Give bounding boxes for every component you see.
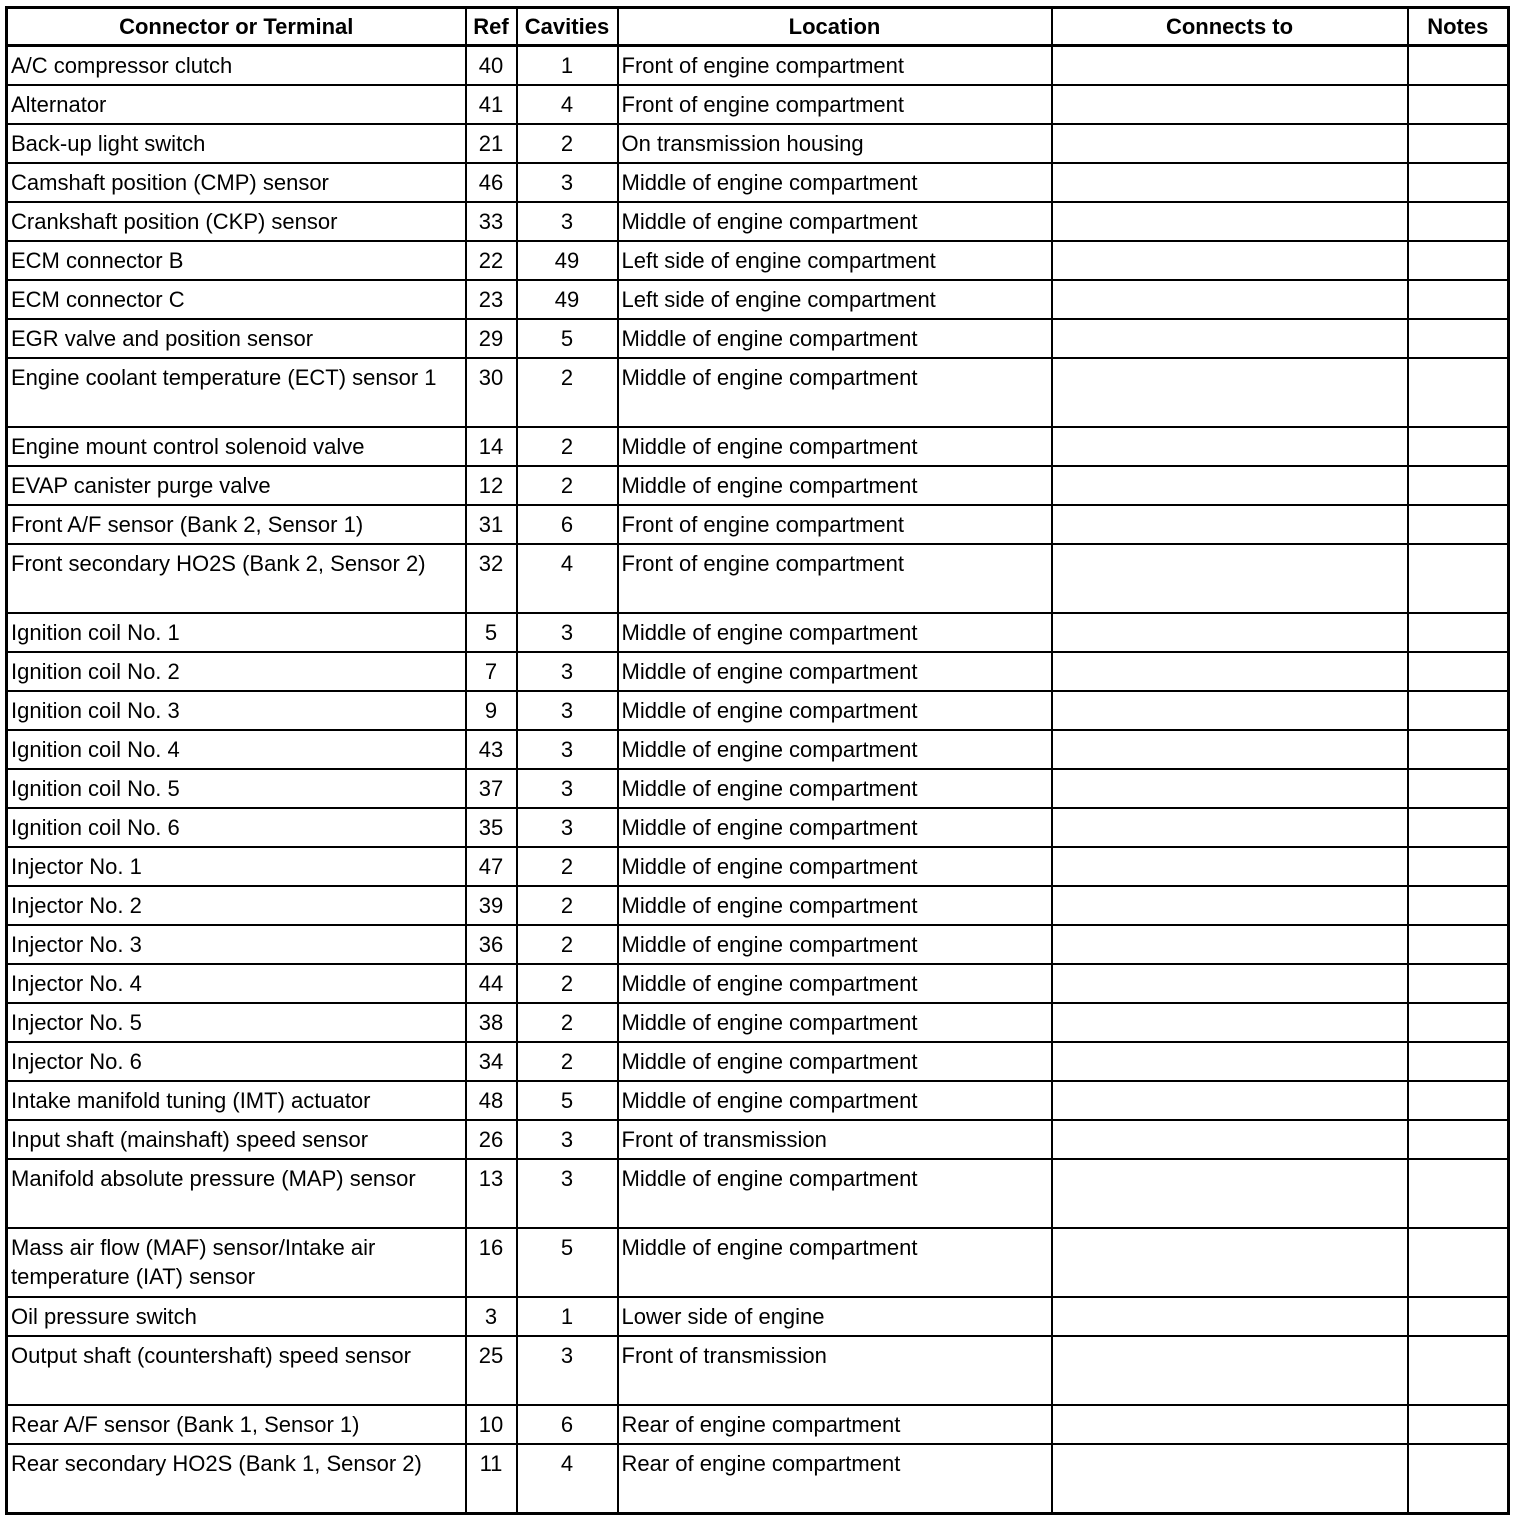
table-body xyxy=(7,46,1509,1514)
cell-notes xyxy=(1408,769,1509,808)
cell-location: Middle of engine compartment xyxy=(618,1228,1052,1297)
header-connector: Connector or Terminal xyxy=(7,8,466,46)
cell-notes xyxy=(1408,46,1509,86)
cell-notes xyxy=(1408,427,1509,466)
cell-notes xyxy=(1408,1405,1509,1444)
cell-cavities: 49 xyxy=(517,280,618,319)
cell-location: Middle of engine compartment xyxy=(618,427,1052,466)
cell-notes xyxy=(1408,1081,1509,1120)
cell-cavities: 4 xyxy=(517,544,618,613)
cell-connector: Input shaft (mainshaft) speed sensor xyxy=(7,1120,466,1159)
cell-location: Front of engine compartment xyxy=(618,46,1052,86)
cell-notes xyxy=(1408,808,1509,847)
cell-notes xyxy=(1408,85,1509,124)
cell-connects-to xyxy=(1052,1405,1408,1444)
cell-cavities: 2 xyxy=(517,1042,618,1081)
table-row xyxy=(7,1444,1509,1514)
cell-notes xyxy=(1408,652,1509,691)
table-row xyxy=(7,1003,1509,1042)
cell-connects-to xyxy=(1052,46,1408,86)
cell-location: Middle of engine compartment xyxy=(618,1081,1052,1120)
cell-connects-to xyxy=(1052,124,1408,163)
cell-location: Front of transmission xyxy=(618,1120,1052,1159)
cell-notes xyxy=(1408,319,1509,358)
cell-connector: ECM connector C xyxy=(7,280,466,319)
table-row xyxy=(7,427,1509,466)
cell-connects-to xyxy=(1052,1159,1408,1228)
cell-connects-to xyxy=(1052,886,1408,925)
cell-notes xyxy=(1408,358,1509,427)
cell-connector: Front secondary HO2S (Bank 2, Sensor 2) xyxy=(7,544,466,613)
cell-location: Middle of engine compartment xyxy=(618,1159,1052,1228)
cell-cavities: 2 xyxy=(517,964,618,1003)
cell-location: Left side of engine compartment xyxy=(618,280,1052,319)
cell-connector: EVAP canister purge valve xyxy=(7,466,466,505)
table-row xyxy=(7,652,1509,691)
cell-ref: 29 xyxy=(466,319,517,358)
cell-location: Lower side of engine xyxy=(618,1297,1052,1336)
cell-notes xyxy=(1408,730,1509,769)
cell-connects-to xyxy=(1052,613,1408,652)
cell-notes xyxy=(1408,280,1509,319)
cell-cavities: 2 xyxy=(517,358,618,427)
cell-notes xyxy=(1408,1444,1509,1514)
cell-cavities: 5 xyxy=(517,1228,618,1297)
cell-notes xyxy=(1408,124,1509,163)
table-row xyxy=(7,466,1509,505)
cell-connector: Oil pressure switch xyxy=(7,1297,466,1336)
cell-connector: Back-up light switch xyxy=(7,124,466,163)
cell-connects-to xyxy=(1052,925,1408,964)
cell-connector: Rear A/F sensor (Bank 1, Sensor 1) xyxy=(7,1405,466,1444)
cell-connector: ECM connector B xyxy=(7,241,466,280)
cell-connector: Ignition coil No. 6 xyxy=(7,808,466,847)
cell-connects-to xyxy=(1052,358,1408,427)
cell-location: Rear of engine compartment xyxy=(618,1405,1052,1444)
cell-cavities: 49 xyxy=(517,241,618,280)
cell-cavities: 2 xyxy=(517,1003,618,1042)
cell-cavities: 1 xyxy=(517,1297,618,1336)
cell-cavities: 2 xyxy=(517,427,618,466)
table-row xyxy=(7,1336,1509,1405)
cell-connects-to xyxy=(1052,1228,1408,1297)
cell-cavities: 5 xyxy=(517,1081,618,1120)
table-row xyxy=(7,1042,1509,1081)
cell-connects-to xyxy=(1052,847,1408,886)
cell-cavities: 3 xyxy=(517,202,618,241)
cell-ref: 34 xyxy=(466,1042,517,1081)
cell-connector: Camshaft position (CMP) sensor xyxy=(7,163,466,202)
header-cavities: Cavities xyxy=(517,8,618,46)
cell-notes xyxy=(1408,1336,1509,1405)
cell-ref: 23 xyxy=(466,280,517,319)
cell-connects-to xyxy=(1052,652,1408,691)
cell-connects-to xyxy=(1052,691,1408,730)
table-row xyxy=(7,613,1509,652)
cell-connector: Mass air flow (MAF) sensor/Intake air temperature (IAT) sensor xyxy=(7,1228,466,1297)
cell-connector: Ignition coil No. 3 xyxy=(7,691,466,730)
table-row xyxy=(7,769,1509,808)
cell-location: Middle of engine compartment xyxy=(618,808,1052,847)
cell-connects-to xyxy=(1052,769,1408,808)
cell-notes xyxy=(1408,886,1509,925)
cell-cavities: 6 xyxy=(517,505,618,544)
table-row xyxy=(7,964,1509,1003)
cell-ref: 36 xyxy=(466,925,517,964)
cell-connector: Manifold absolute pressure (MAP) sensor xyxy=(7,1159,466,1228)
cell-location: Middle of engine compartment xyxy=(618,847,1052,886)
cell-location: Middle of engine compartment xyxy=(618,202,1052,241)
cell-ref: 21 xyxy=(466,124,517,163)
cell-cavities: 3 xyxy=(517,730,618,769)
cell-connector: Alternator xyxy=(7,85,466,124)
cell-notes xyxy=(1408,1042,1509,1081)
cell-connects-to xyxy=(1052,85,1408,124)
cell-location: Middle of engine compartment xyxy=(618,964,1052,1003)
cell-location: Middle of engine compartment xyxy=(618,466,1052,505)
cell-connector: Engine coolant temperature (ECT) sensor 1 xyxy=(7,358,466,427)
table-row xyxy=(7,1081,1509,1120)
cell-ref: 5 xyxy=(466,613,517,652)
cell-connects-to xyxy=(1052,808,1408,847)
cell-location: Front of transmission xyxy=(618,1336,1052,1405)
table-row xyxy=(7,85,1509,124)
cell-notes xyxy=(1408,466,1509,505)
cell-ref: 46 xyxy=(466,163,517,202)
cell-location: Middle of engine compartment xyxy=(618,652,1052,691)
cell-cavities: 4 xyxy=(517,85,618,124)
cell-ref: 12 xyxy=(466,466,517,505)
cell-connector: Injector No. 3 xyxy=(7,925,466,964)
cell-cavities: 3 xyxy=(517,808,618,847)
cell-connector: Crankshaft position (CKP) sensor xyxy=(7,202,466,241)
cell-ref: 14 xyxy=(466,427,517,466)
cell-cavities: 3 xyxy=(517,1159,618,1228)
cell-connector: EGR valve and position sensor xyxy=(7,319,466,358)
cell-ref: 44 xyxy=(466,964,517,1003)
cell-ref: 7 xyxy=(466,652,517,691)
cell-connector: Injector No. 2 xyxy=(7,886,466,925)
header-notes: Notes xyxy=(1408,8,1509,46)
cell-ref: 30 xyxy=(466,358,517,427)
cell-location: Middle of engine compartment xyxy=(618,1003,1052,1042)
cell-ref: 13 xyxy=(466,1159,517,1228)
cell-ref: 10 xyxy=(466,1405,517,1444)
cell-notes xyxy=(1408,1003,1509,1042)
cell-location: On transmission housing xyxy=(618,124,1052,163)
cell-notes xyxy=(1408,925,1509,964)
cell-ref: 40 xyxy=(466,46,517,86)
cell-ref: 38 xyxy=(466,1003,517,1042)
cell-ref: 16 xyxy=(466,1228,517,1297)
cell-notes xyxy=(1408,1120,1509,1159)
table-row xyxy=(7,1297,1509,1336)
table-row xyxy=(7,847,1509,886)
cell-connects-to xyxy=(1052,1120,1408,1159)
cell-notes xyxy=(1408,163,1509,202)
table-row xyxy=(7,202,1509,241)
table-row xyxy=(7,1120,1509,1159)
cell-notes xyxy=(1408,202,1509,241)
cell-location: Middle of engine compartment xyxy=(618,319,1052,358)
cell-ref: 43 xyxy=(466,730,517,769)
cell-cavities: 3 xyxy=(517,1336,618,1405)
table-row xyxy=(7,886,1509,925)
table-row xyxy=(7,730,1509,769)
cell-notes xyxy=(1408,691,1509,730)
cell-connects-to xyxy=(1052,1336,1408,1405)
cell-location: Front of engine compartment xyxy=(618,85,1052,124)
cell-cavities: 2 xyxy=(517,124,618,163)
cell-ref: 39 xyxy=(466,886,517,925)
cell-connects-to xyxy=(1052,427,1408,466)
cell-cavities: 3 xyxy=(517,652,618,691)
cell-notes xyxy=(1408,613,1509,652)
cell-notes xyxy=(1408,505,1509,544)
cell-ref: 25 xyxy=(466,1336,517,1405)
cell-ref: 9 xyxy=(466,691,517,730)
cell-connects-to xyxy=(1052,1297,1408,1336)
cell-connector: Ignition coil No. 1 xyxy=(7,613,466,652)
cell-connector: Intake manifold tuning (IMT) actuator xyxy=(7,1081,466,1120)
cell-cavities: 3 xyxy=(517,1120,618,1159)
header-location: Location xyxy=(618,8,1052,46)
cell-notes xyxy=(1408,1297,1509,1336)
cell-ref: 31 xyxy=(466,505,517,544)
cell-notes xyxy=(1408,964,1509,1003)
cell-connector: Ignition coil No. 2 xyxy=(7,652,466,691)
cell-ref: 3 xyxy=(466,1297,517,1336)
cell-connector: A/C compressor clutch xyxy=(7,46,466,86)
cell-cavities: 2 xyxy=(517,886,618,925)
cell-location: Left side of engine compartment xyxy=(618,241,1052,280)
cell-connector: Injector No. 4 xyxy=(7,964,466,1003)
cell-location: Front of engine compartment xyxy=(618,505,1052,544)
cell-notes xyxy=(1408,1228,1509,1297)
table-row xyxy=(7,163,1509,202)
cell-location: Middle of engine compartment xyxy=(618,886,1052,925)
header-connects-to: Connects to xyxy=(1052,8,1408,46)
header-row xyxy=(7,8,1509,46)
cell-cavities: 5 xyxy=(517,319,618,358)
cell-cavities: 3 xyxy=(517,613,618,652)
cell-location: Middle of engine compartment xyxy=(618,613,1052,652)
cell-notes xyxy=(1408,1159,1509,1228)
cell-connects-to xyxy=(1052,964,1408,1003)
cell-ref: 33 xyxy=(466,202,517,241)
cell-location: Middle of engine compartment xyxy=(618,163,1052,202)
cell-location: Middle of engine compartment xyxy=(618,358,1052,427)
cell-connects-to xyxy=(1052,544,1408,613)
cell-connector: Ignition coil No. 5 xyxy=(7,769,466,808)
cell-cavities: 3 xyxy=(517,163,618,202)
cell-ref: 47 xyxy=(466,847,517,886)
cell-connects-to xyxy=(1052,466,1408,505)
cell-connector: Engine mount control solenoid valve xyxy=(7,427,466,466)
cell-connector: Injector No. 5 xyxy=(7,1003,466,1042)
table-row xyxy=(7,505,1509,544)
cell-connects-to xyxy=(1052,730,1408,769)
cell-ref: 48 xyxy=(466,1081,517,1120)
cell-cavities: 2 xyxy=(517,847,618,886)
table-row xyxy=(7,925,1509,964)
cell-cavities: 6 xyxy=(517,1405,618,1444)
cell-connects-to xyxy=(1052,1042,1408,1081)
cell-ref: 35 xyxy=(466,808,517,847)
cell-cavities: 1 xyxy=(517,46,618,86)
cell-ref: 41 xyxy=(466,85,517,124)
cell-ref: 37 xyxy=(466,769,517,808)
cell-connects-to xyxy=(1052,1003,1408,1042)
cell-notes xyxy=(1408,847,1509,886)
cell-location: Middle of engine compartment xyxy=(618,1042,1052,1081)
cell-ref: 11 xyxy=(466,1444,517,1514)
cell-connects-to xyxy=(1052,1444,1408,1514)
table-row xyxy=(7,46,1509,86)
table-row xyxy=(7,544,1509,613)
table-row xyxy=(7,358,1509,427)
cell-location: Front of engine compartment xyxy=(618,544,1052,613)
cell-connects-to xyxy=(1052,202,1408,241)
table-row xyxy=(7,691,1509,730)
cell-location: Middle of engine compartment xyxy=(618,730,1052,769)
cell-cavities: 2 xyxy=(517,466,618,505)
cell-connects-to xyxy=(1052,319,1408,358)
cell-cavities: 3 xyxy=(517,769,618,808)
table-row xyxy=(7,1159,1509,1228)
cell-connector: Injector No. 1 xyxy=(7,847,466,886)
cell-connects-to xyxy=(1052,163,1408,202)
table-row xyxy=(7,1228,1509,1297)
cell-location: Middle of engine compartment xyxy=(618,691,1052,730)
cell-connector: Rear secondary HO2S (Bank 1, Sensor 2) xyxy=(7,1444,466,1514)
table-row xyxy=(7,124,1509,163)
cell-cavities: 4 xyxy=(517,1444,618,1514)
cell-cavities: 2 xyxy=(517,925,618,964)
cell-connects-to xyxy=(1052,280,1408,319)
cell-connector: Front A/F sensor (Bank 2, Sensor 1) xyxy=(7,505,466,544)
cell-location: Middle of engine compartment xyxy=(618,769,1052,808)
table-row xyxy=(7,319,1509,358)
cell-location: Rear of engine compartment xyxy=(618,1444,1052,1514)
cell-ref: 26 xyxy=(466,1120,517,1159)
cell-connector: Injector No. 6 xyxy=(7,1042,466,1081)
cell-notes xyxy=(1408,544,1509,613)
cell-notes xyxy=(1408,241,1509,280)
cell-ref: 32 xyxy=(466,544,517,613)
cell-connects-to xyxy=(1052,505,1408,544)
cell-connects-to xyxy=(1052,1081,1408,1120)
header-ref: Ref xyxy=(466,8,517,46)
table-row xyxy=(7,808,1509,847)
cell-cavities: 3 xyxy=(517,691,618,730)
cell-connector: Output shaft (countershaft) speed sensor xyxy=(7,1336,466,1405)
cell-location: Middle of engine compartment xyxy=(618,925,1052,964)
connector-table xyxy=(5,6,1510,1515)
cell-connects-to xyxy=(1052,241,1408,280)
table-row xyxy=(7,280,1509,319)
table-row xyxy=(7,241,1509,280)
cell-connector: Ignition coil No. 4 xyxy=(7,730,466,769)
table-row xyxy=(7,1405,1509,1444)
cell-ref: 22 xyxy=(466,241,517,280)
